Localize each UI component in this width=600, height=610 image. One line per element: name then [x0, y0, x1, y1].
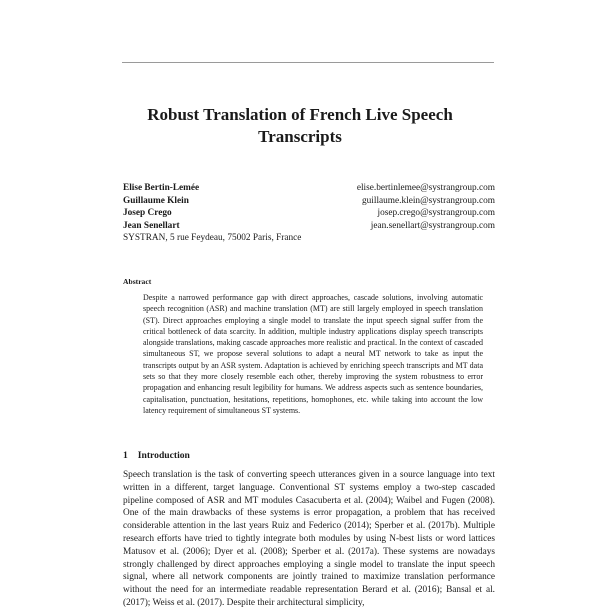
author-row — [123, 182, 495, 195]
author-name: Josep Crego — [123, 208, 172, 219]
abstract-heading: Abstract — [123, 277, 152, 286]
author-email: josep.crego@systrangroup.com — [377, 208, 495, 219]
abstract-text: Despite a narrowed performance gap with direct approaches, cascade solutions, involving automatic speech recognition (ASR) and machine translation (MT) are still largely employed in speech translation (ST). Direct approaches employing a single model to translate the input speech signal suffer from the critical bottleneck of data scarcity. In addition, multiple industry applications display speech transcripts alongside translations, making cascade approaches more realistic and practical. In the context of cascaded simultaneous ST, we propose several solutions to adapt a neural MT network to take as input the transcripts output by an ASR system. Adaptation is achieved by enriching speech transcripts and MT data sets so that they more closely resemble each other, thereby improving the system robustness to error propagation and enhancing result legibility for humans. We address aspects such as sentence boundaries, capitalisation, punctuation, hesitations, repetitions, homophones, etc. while taking into account the low latency requirement of simultaneous ST systems. — [143, 293, 483, 415]
paper-title: Robust Translation of French Live Speech Transcripts — [147, 105, 453, 146]
author-block — [123, 182, 495, 245]
affiliation: SYSTRAN, 5 rue Feydeau, 75002 Paris, France — [123, 233, 302, 244]
author-email: elise.bertinlemee@systrangroup.com — [356, 183, 495, 193]
author-row — [123, 207, 495, 220]
author-name: Jean Senellart — [123, 220, 180, 231]
section-title: Introduction — [137, 450, 190, 461]
introduction-text: Speech translation is the task of converting speech utterances given in a source language into text written in a different, target language. Conventional ST systems employ a two-step cascaded pipeline composed of ASR and MT modules Casacuberta et al. (2004); Waibel and Fugen (2008). One of the main drawbacks of these systems is error propagation, a problem that has received considerable attention in the last years Ruiz and Federico (2014); Sperber et al. (2017b). Multiple research efforts have tried to tightly integrate both modules by using N-best lists or word lattices Matusov et al. (2006); Dyer et al. (2008); Sperber et al. (2017a). These systems are nowadays strongly challenged by direct approaches employing a single model to translate the input speech signal, where all network components are jointly trained to maximize translation performance without the need for an intermediate readable representation Berard et al. (2016); Bansal et al. (2017); Weiss et al. (2017). Despite their architectural simplicity, — [123, 470, 495, 608]
author-name: Guillaume Klein — [123, 195, 189, 206]
author-row — [123, 195, 495, 208]
author-email: guillaume.klein@systrangroup.com — [361, 195, 495, 206]
author-email: jean.senellart@systrangroup.com — [370, 220, 495, 231]
section-heading — [123, 450, 190, 461]
author-name: Elise Bertin-Lemée — [123, 183, 200, 193]
top-rule — [122, 62, 494, 63]
author-row — [123, 220, 495, 233]
section-number: 1 — [123, 450, 128, 461]
